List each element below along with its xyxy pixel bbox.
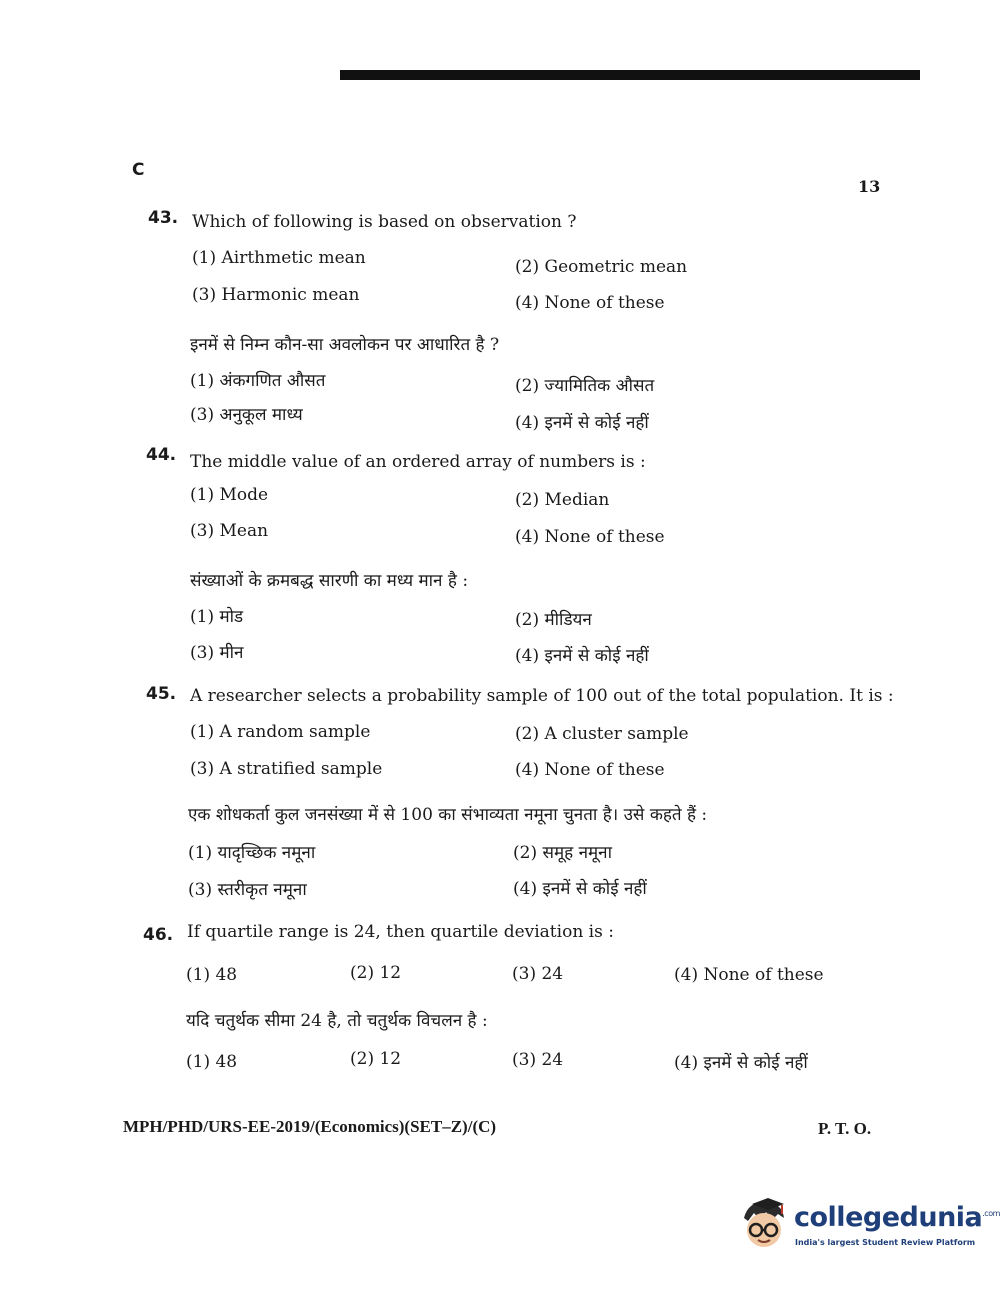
question-text-hi: इनमें से निम्न कौन-सा अवलोकन पर आधारित है ? (190, 335, 500, 355)
page-number: 13 (858, 177, 881, 196)
top-rule (340, 70, 920, 80)
option-3-en: (3) Harmonic mean (192, 285, 360, 305)
option-2-en: (2) A cluster sample (515, 724, 689, 744)
option-1-hi: (1) यादृच्छिक नमूना (188, 843, 316, 863)
option-3-en: (3) 24 (512, 964, 564, 984)
option-1-en: (1) Mode (190, 485, 269, 505)
option-1-hi: (1) मोड (190, 607, 244, 627)
option-2-hi: (2) 12 (350, 1049, 402, 1069)
option-1-en: (1) A random sample (190, 722, 371, 742)
option-1-en: (1) Airthmetic mean (192, 248, 366, 268)
option-1-hi: (1) अंकगणित औसत (190, 371, 326, 391)
option-1-hi: (1) 48 (186, 1052, 238, 1072)
option-3-hi: (3) मीन (190, 643, 244, 663)
question-number: 44. (146, 445, 177, 465)
question-text-hi: संख्याओं के क्रमबद्ध सारणी का मध्य मान है : (190, 571, 469, 591)
question-text-en: If quartile range is 24, then quartile deviation is : (187, 922, 614, 942)
option-1-en: (1) 48 (186, 965, 238, 985)
option-2-en: (2) Geometric mean (515, 257, 688, 277)
option-2-hi: (2) ज्यामितिक औसत (515, 376, 655, 396)
exam-code: MPH/PHD/URS-EE-2019/(Economics)(SET–Z)/(C) (123, 1117, 497, 1136)
question-text-en: A researcher selects a probability sample of 100 out of the total population. It is : (190, 686, 894, 706)
option-4-hi: (4) इनमें से कोई नहीं (513, 879, 647, 899)
brand-tagline: India's largest Student Review Platform (795, 1238, 976, 1247)
option-4-hi: (4) इनमें से कोई नहीं (515, 646, 649, 666)
mascot-icon (738, 1196, 790, 1256)
option-4-hi: (4) इनमें से कोई नहीं (674, 1053, 808, 1073)
option-3-en: (3) A stratified sample (190, 759, 383, 779)
pto-label: P. T. O. (818, 1119, 872, 1138)
question-number: 43. (148, 208, 179, 228)
option-4-en: (4) None of these (515, 760, 665, 780)
option-4-en: (4) None of these (674, 965, 824, 985)
option-3-hi: (3) 24 (512, 1050, 564, 1070)
question-text-hi: यदि चतुर्थक सीमा 24 है, तो चतुर्थक विचलन है : (186, 1011, 488, 1031)
brand-name: collegedunia$^{.com}$ (794, 1202, 1000, 1233)
option-2-hi: (2) समूह नमूना (513, 843, 613, 863)
option-3-hi: (3) स्तरीकृत नमूना (188, 880, 307, 900)
option-2-en: (2) 12 (350, 963, 402, 983)
question-text-en: Which of following is based on observation ? (192, 212, 577, 232)
option-2-hi: (2) मीडियन (515, 610, 592, 630)
option-4-en: (4) None of these (515, 527, 665, 547)
option-4-hi: (4) इनमें से कोई नहीं (515, 413, 649, 433)
question-text-hi: एक शोधकर्ता कुल जनसंख्या में से 100 का संभाव्यता नमूना चुनता है। उसे कहते हैं : (188, 805, 708, 825)
option-4-en: (4) None of these (515, 293, 665, 313)
question-number: 45. (146, 684, 177, 704)
option-3-hi: (3) अनुकूल माध्य (190, 405, 303, 425)
option-2-en: (2) Median (515, 490, 610, 510)
question-text-en: The middle value of an ordered array of numbers is : (190, 452, 646, 472)
collegedunia-watermark (738, 1196, 1000, 1260)
question-number: 46. (143, 925, 174, 945)
set-letter: C (132, 160, 145, 180)
option-3-en: (3) Mean (190, 521, 269, 541)
